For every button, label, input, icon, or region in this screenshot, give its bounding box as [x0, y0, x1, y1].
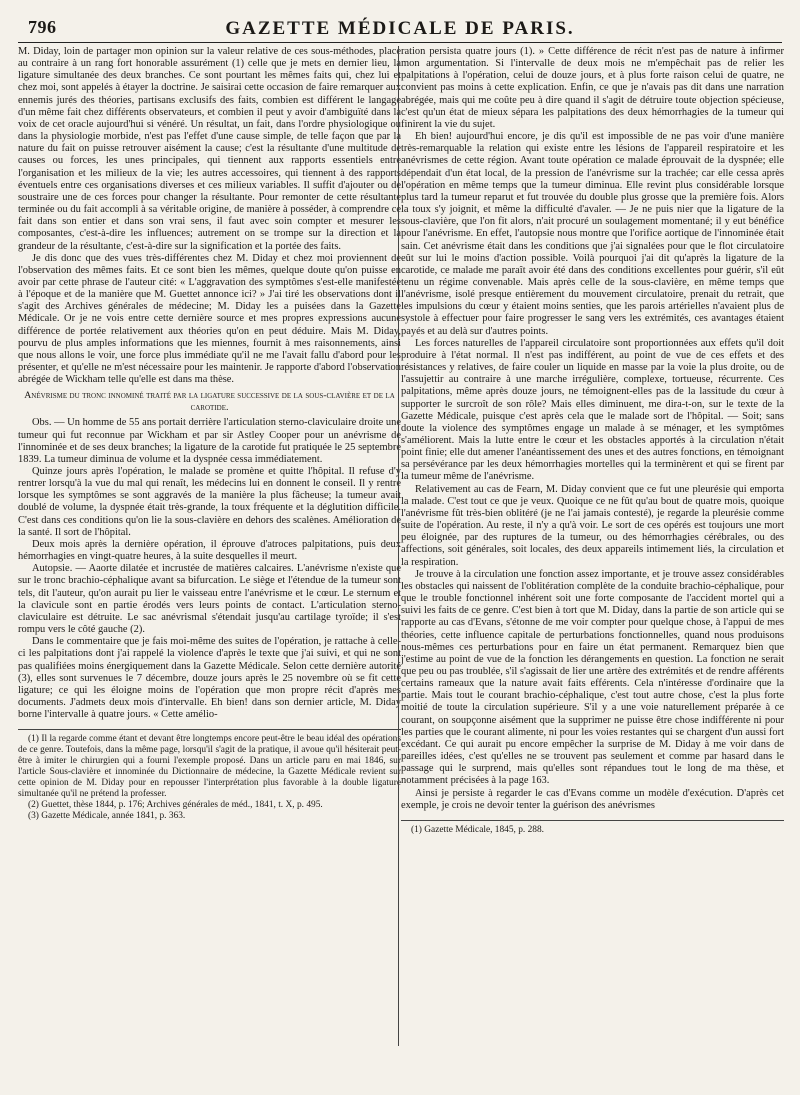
body-paragraph: Ainsi je persiste à regarder le cas d'Evans comme un modèle d'exécution. D'après cet exemple, je crois ne devoir tenter la guérison des anévrismes: [401, 787, 784, 811]
case-paragraph: Obs. — Un homme de 55 ans portait derrière l'articulation sterno-claviculaire droite une tumeur qui fut reconnue par Wickham et par sir Astley Cooper pour un anévrisme de l'innominée et de ses deux branches; la ligature de la carotide fut pratiquée le 25 septembre 1839. La tumeur diminua de volume et la dyspnée cessa immédiatement.: [18, 417, 401, 465]
body-paragraph: Les forces naturelles de l'appareil circulatoire sont proportionnées aux effets qu'il doit produire à l'état normal. Il n'est pas indifférent, au point de vue de ces effets et des résistances y relatives, de faire couler un liquide en masse par la voie la plus droite, ou de l'assujettir au contraire à une marche irrégulière, complexe, tortueuse, récurrente. Ces palpitations, même après douze jours, ne témoignent-elles pas de la lassitude du cœur à supporter le surcroît de son rôle? Mais elles diminuent, me dira-t-on, sur le texte de la Gazette Médicale, puisque c'est après cela que le malade sort de l'hôpital. — Soit; sans doute la violence des symptômes engage un malade à se ménager, et les symptômes s'améliorent. Mais la lutte entre le cœur et les obstacles apportés à la circulation n'était point finie; elle dut amener l'anéantissement des unes et des autres fonctions, en témoignant sa persévérance par les deux hémorrhagies mortelles qui la terminèrent et qui se firent par la tumeur même de l'anévrisme.: [401, 337, 784, 483]
left-footnotes: [18, 729, 401, 822]
journal-title: GAZETTE MÉDICALE DE PARIS.: [225, 18, 575, 39]
case-paragraph: Quinze jours après l'opération, le malade se promène et quitte l'hôpital. Il refuse d'y rentrer lorsqu'à la vue du mal qui renaît, les médecins lui en donnent le conseil. Il y rentre lorsque les symptômes se sont aggravés de la manière la plus fâcheuse; la tumeur avait doublé de volume, la dyspnée était très-grande, la toux fréquente et la déglutition difficile. C'est dans ces conditions qu'on lie la sous-clavière en dehors des scalènes. Amélioration de la santé. Il sort de l'hôpital.: [18, 466, 401, 538]
footnote: (1) Il la regarde comme étant et devant être longtemps encore peut-être le beau idéal des opérations de ce genre. Toutefois, dans la même page, lorsqu'il s'agit de la pratique, il avoue qu'il hésiterait peut-être à imiter le chirurgien qui a fourni l'exemple proposé. Dans un article paru en mai 1846, sur l'article Sous-clavière et innominée du Dictionnaire de médecine, la Gazette Médicale revient sur cette opinion de M. Diday pour en repousser l'interprétation plus favorable à la double ligature simultanée qu'il ne prétend la professer.: [18, 734, 401, 800]
footnote: (1) Gazette Médicale, 1845, p. 288.: [411, 824, 545, 835]
body-paragraph: Je trouve à la circulation une fonction assez importante, et je trouve assez considérables les obstacles qui naissent de l'oblitération complète de la conduite brachio-céphalique, pour que le trouble fonctionnel inhérent soit une forte composante de l'accident mortel qui a suivi les faits de ce genre. C'est bien à tort que M. Diday, dans la partie de son article qui se rapporte au cas d'Evans, s'étonne de me voir compter pour quelque chose, à l'appui de mes théories, cette influence capitale de perturbations fonctionnelles, quand nous produisons nous-mêmes ces perturbations pour en faire un état permanent. Remarquez bien que j'estime au point de vue de la fonction les dérangements en question. La fonction ne serait que peu ou pas troublée, s'il s'agissait de lier une artère des extrémités et de rendre afférents certains rameaux que la nature avait faits efférents. Cela n'intéresse d'ordinaire que la partie. Mais tout le courant brachio-céphalique, c'est tout autre chose, c'est la plus forte moitié de toute la circulation supérieure. S'il y a une voie naturellement préparée à ce courant, on soupçonne aisément que la supprimer ne puisse être chose indifférente ni pour les parties que le courant alimente, ni pour les voies restantes qui se chargent d'un aussi fort excédant. Ce qui aurait pu encore empêcher la surprise de M. Diday à me voir dans de pareilles idées, c'est qu'elles ne se trouvent pas seulement et comme par hasard dans le passage qui le surprend, mais qu'elles sont répandues tout le long de ma thèse, et notamment précisées à la page 163.: [401, 568, 784, 787]
body-paragraph: ration persista quatre jours (1). » Cette différence de récit n'est pas de nature à infirmer mon argumentation. Si l'intervalle de deux mois ne m'empêchait pas de relier les palpitations à l'opération, celui de douze jours, et à plus forte raison celui de quatre, ne convient pas moins à cette explication. Enfin, ce que je n'avais pas dit dans une narration abrégée, mais qui me coûte peu à dire quand il s'agit de détruire toute objection spécieuse, c'est qu'un état de mieux sépara les palpitations des deux hémorrhagies de la tumeur qui finirent la vie du sujet.: [401, 46, 784, 130]
case-paragraph: Autopsie. — Aaorte dilatée et incrustée de matières calcaires. L'anévrisme n'existe que sur le tronc brachio-céphalique avant sa bifurcation. Le siège et l'étendue de la tumeur sont tels, dit l'auteur, qu'on aurait pu lier le vaisseau entre l'anévrisme et le cœur. Le sternum et la clavicule sont en partie érodés vers leurs points de contact. L'articulation sterno-claviculaire est détruite. Le sac anévrismal s'étendait jusqu'au cartilage tyroïde; il s'est rompu vers le côté gauche (2).: [18, 563, 401, 636]
page-header: [18, 10, 782, 40]
right-footnotes: [401, 820, 784, 836]
footnote: (2) Guettet, thèse 1844, p. 176; Archives générales de méd., 1841, t. X, p. 495.: [28, 800, 323, 811]
case-paragraph: Dans le commentaire que je fais moi-même des suites de l'opération, je rattache à celle-ci les palpitations dont j'ai rappelé la violence d'après le texte que j'ai suivi, et qui ne sont pas qualifiées moins énergiquement dans la Gazette Médicale. Selon cette dernière autorité (3), elles sont survenues le 7 décembre, douze jours après le 25 novembre où se fit cette ligature; ce qui les éloigne moins de l'opération que mon propre récit d'après mes documents. J'admets deux mois d'intervalle. Eh bien! dans son dernier article, M. Diday borne l'intervalle à quatre jours. « Cette amélio-: [18, 636, 401, 721]
section-heading: Anévrisme du tronc innominé traité par la ligature successive de la sous-clavière et de la carotide.: [24, 390, 395, 413]
right-column: [401, 46, 784, 1092]
body-paragraph: Je dis donc que des vues très-différentes chez M. Diday et chez moi proviennent de l'observation des mêmes faits. Et ce sont bien les mêmes, quelque doute qu'on puisse en avoir par cette phrase de l'auteur cité: « L'aggravation des symptômes s'est-elle manifestée à l'époque et de la manière que M. Guettet annonce ici? » J'ai tiré les observations dont il s'agit des Archives générales de médecine; M. Diday les a puisées dans la Gazette Médicale. Or je ne vois entre cette dernière source et mes propres expressions aucune différence de portée relativement aux théories qu'on en peut déduire. Mais M. Diday, pourvu de plus amples informations que les miennes, fournit à mes raisonnements, ainsi que nous allons le voir, une force plus immédiate qu'il ne me l'avait fallu d'abord pour les présenter, et qu'elle ne m'est nécessaire pour les maintenir. Je rapporte d'abord l'observation abrégée de Wickham telle qu'elle est dans ma thèse.: [18, 252, 401, 386]
left-column: [18, 46, 401, 1092]
footnote: (3) Gazette Médicale, année 1841, p. 363.: [28, 811, 186, 822]
body-paragraph: M. Diday, loin de partager mon opinion sur la valeur relative de ces sous-méthodes, place au contraire à un rang fort honorable assurément (1) celle que je mets en dernier lieu, la ligature simultanée des deux branches. Ce sont pourtant les mêmes faits qui, chez lui et chez moi, sont appelés à étayer la doctrine. Je saisirai cette occasion de faire remarquer aux ennemis jurés des théories, partisans exclusifs des faits, combien est différent le langage d'un même fait chez différents observateurs, et combien il peut y avoir d'ambiguïté dans la voix de cet oracle aujourd'hui si vénéré. Un résultat, un fait, dans l'ordre physiologique ou dans la physiologie morbide, n'est pas l'effet d'une cause simple, de telle façon que par la nature du fait on puisse retrouver aisément la cause; c'est la résultante d'une multitude de causes ou forces, les unes principales, qui tiennent aux rapports essentiels entre l'organisation et les milieux de la vie; les autres accessoires, qui tiennent à des rapports éventuels entre ces organisations diverses et ces milieux variables. Il suffit d'ajouter ou de soustraire une de ces forces pour changer la résultante. Pour remonter de cette résultante terminée ou du fait accompli à sa véritable origine, de manière à posséder, à comprendre ce fait dans son entier et dans son vrai sens, il faut avec soin compter et mesurer les composantes, c'est-à-dire les influences; autrement on se trompe sur la direction et la grandeur de la résultante, c'est-à-dire sur la signification et la portée des faits.: [18, 46, 401, 252]
header-rule: [18, 42, 782, 43]
page-number: 796: [28, 17, 57, 37]
column-divider: [398, 46, 399, 1046]
case-paragraph: Deux mois après la dernière opération, il éprouve d'atroces palpitations, puis deux hémorrhagies en vingt-quatre heures, à la suite desquelles il meurt.: [18, 538, 401, 563]
body-paragraph: Eh bien! aujourd'hui encore, je dis qu'il est impossible de ne pas voir d'une manière très-remarquable la relation qui existe entre les lésions de l'appareil respiratoire et les anévrismes de cette région. Avant toute opération ce malade éprouvait de la dyspnée; elle dépendait d'un état local, de la pression de l'anévrisme sur la trachée; car elle cessa après l'opération en même temps que la tumeur diminua. Elle revint plus considérable lorsque plus tard la tumeur reparut et fut trouvée du double plus grosse que la première fois. Alors la toux s'y joignit, et même la difficulté d'avaler. — Je ne puis nier que la ligature de la sous-clavière, que l'on fit alors, n'ait procuré un soulagement momentané; il y eut bénéfice pour l'anévrisme. En effet, l'autopsie nous montre que l'orifice aortique de l'innominée était sain. Cet anévrisme était dans les conditions que j'ai signalées pour que le flot circulatoire eût sur lui le moins d'action possible. Voilà pourquoi j'ai dit qu'après la ligature de la carotide, ce malade me paraît avoir été dans des conditions excellentes pour guérir, s'il eût tenu un régime convenable. Mais après celle de la sous-clavière, en même temps que l'anévrisme, isolé presque entièrement du mouvement circulatoire, prenait du retrait, que les impulsions du cœur y étaient moins senties, que les parois artérielles n'avaient plus de systole à effectuer pour faire progresser le sang vers les extrémités, ces avantages étaient payés et au delà sur d'autres points.: [401, 131, 784, 337]
body-paragraph: Relativement au cas de Fearn, M. Diday convient que ce fut une pleurésie qui emporta la malade. C'est tout ce que je veux. Quoique ce ne fût qu'au bout de quatre mois, quoique l'anévrisme fût très-bien oblitéré (je ne l'ai jamais contesté), je regarde la pleurésie comme suite de l'opération. Au reste, il n'y a qu'à voir. Le sort de ces opérés est toujours une mort peu éloignée, par des ruptures de la tumeur, ou des hémorrhagies cérébrales, ou des affections, soit générales, soit locales, des deux appareils intimement liés, la circulation et la respiration.: [401, 483, 784, 568]
